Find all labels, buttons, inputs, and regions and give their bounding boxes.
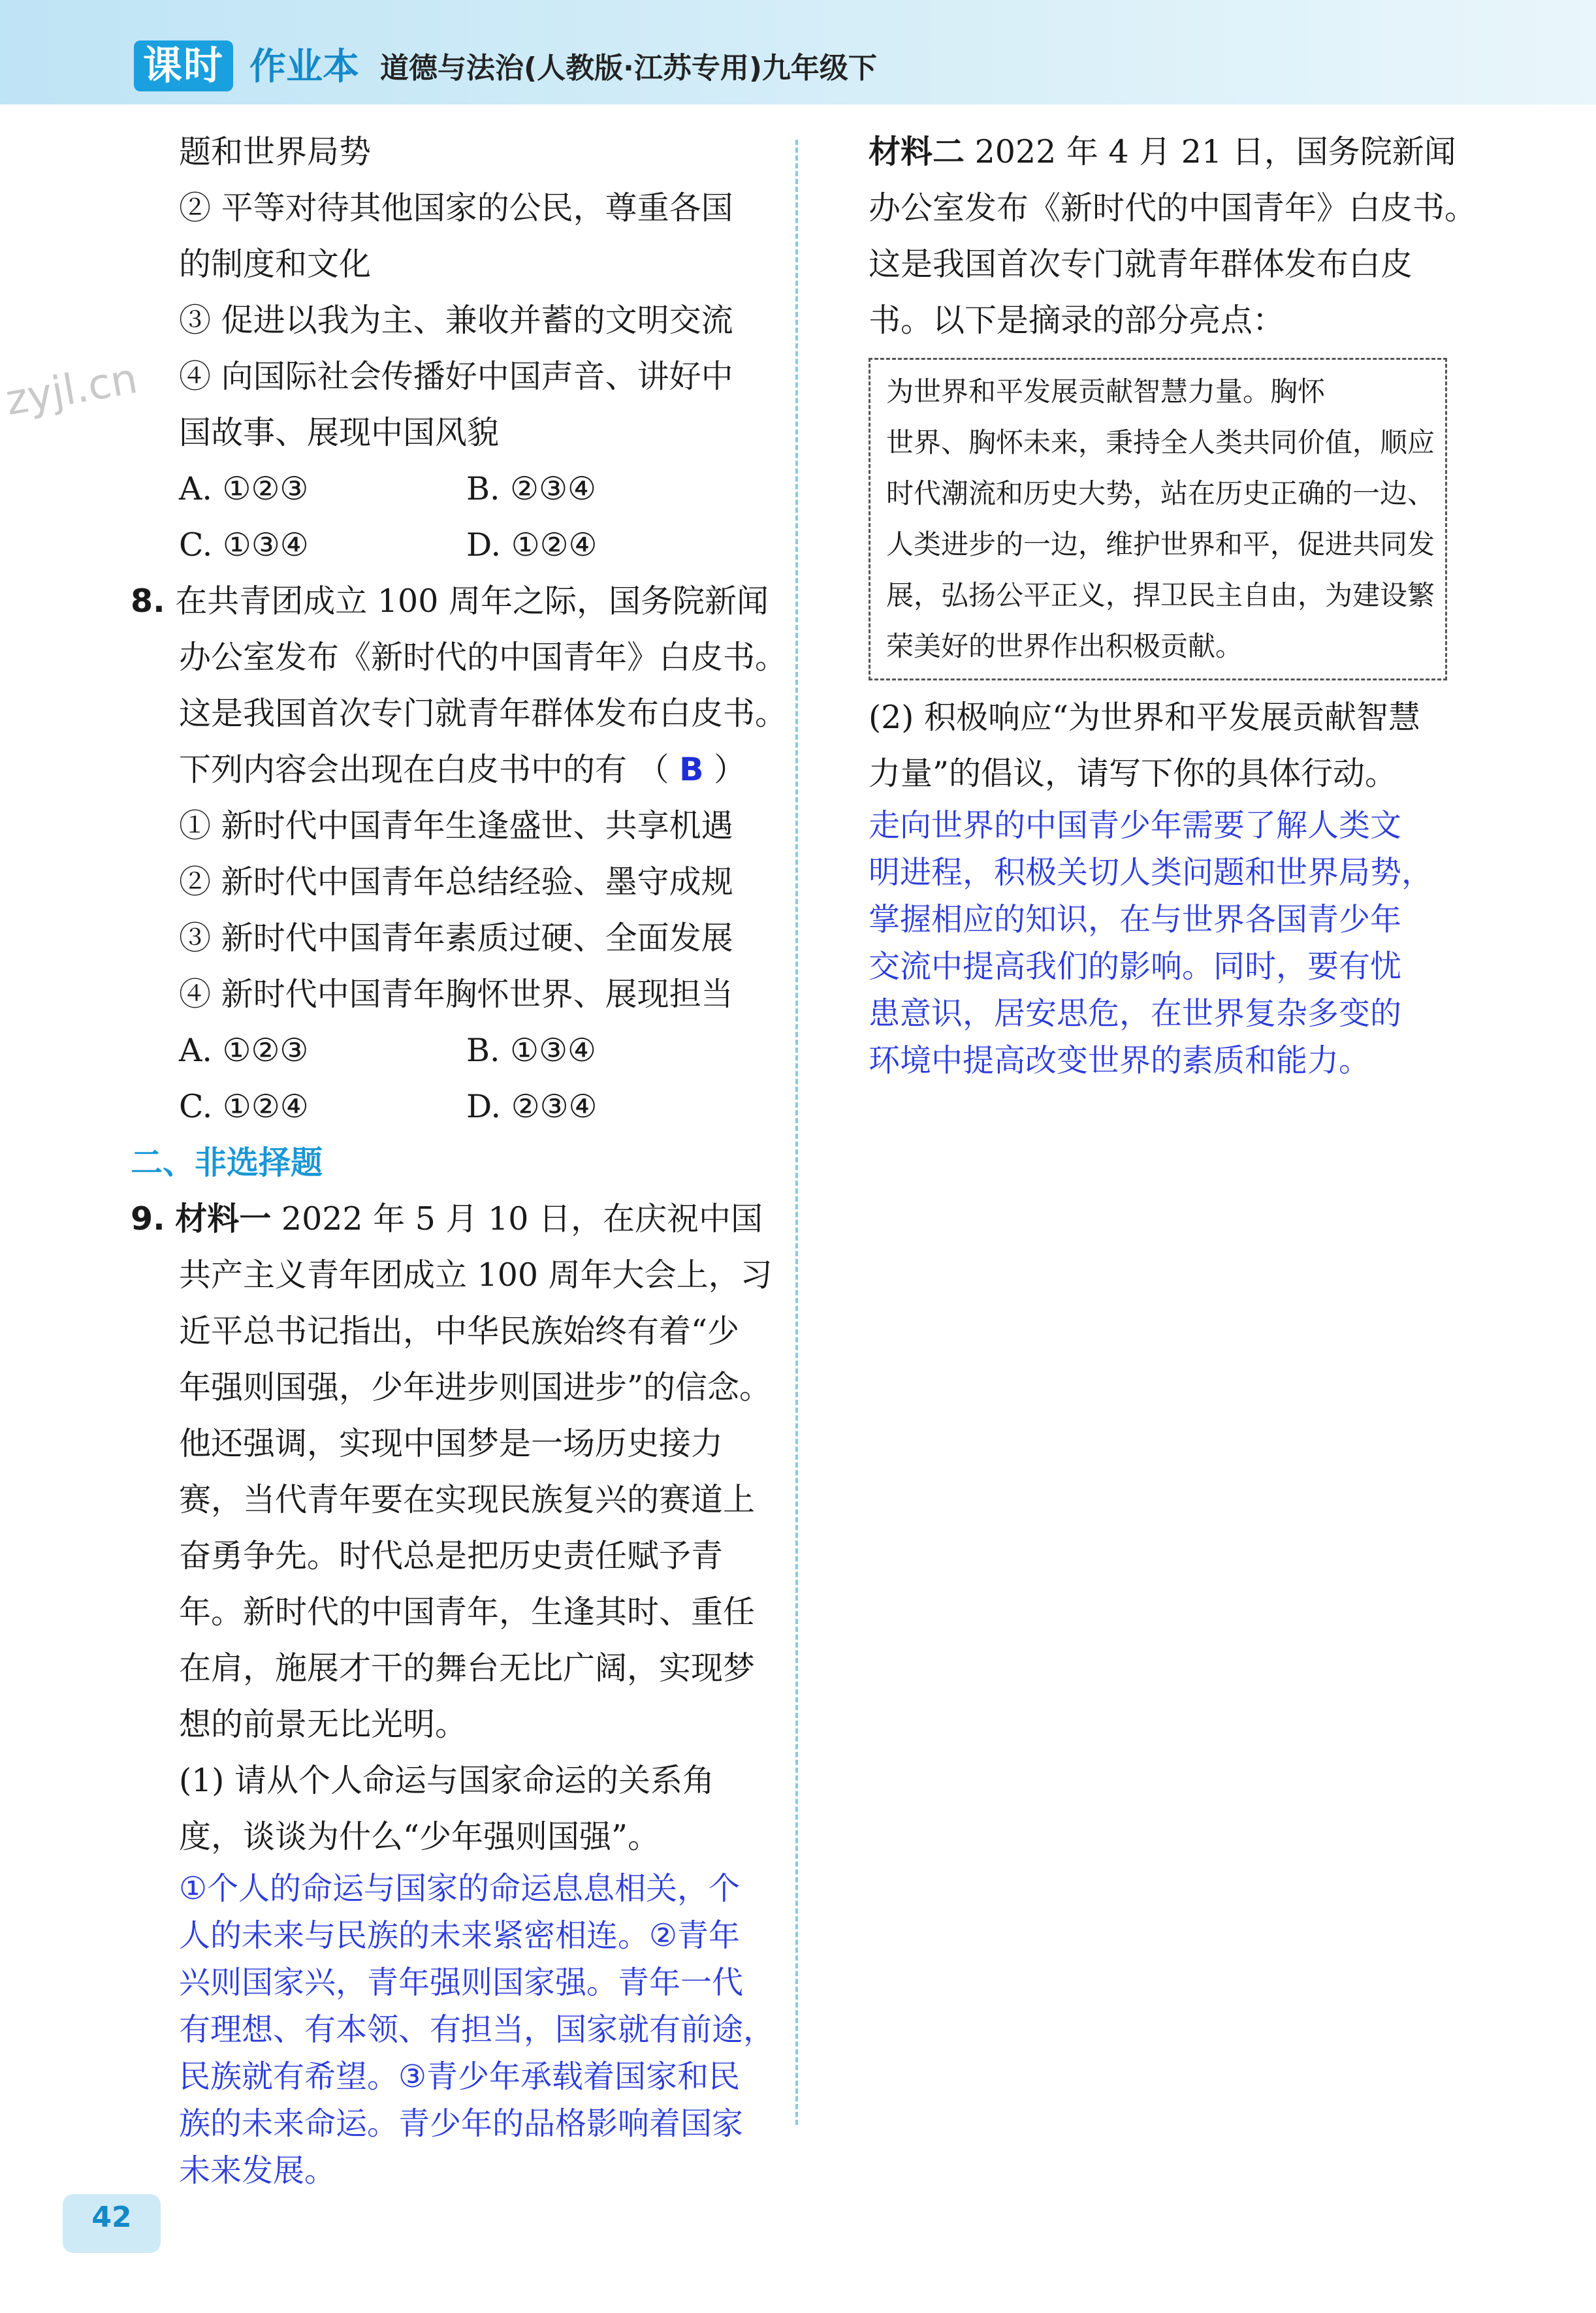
- handwritten-answer-1: [131, 1865, 775, 2194]
- q8-stem-text: 下列内容会出现在白皮书中的有 （: [179, 751, 669, 788]
- quote-line: 展，弘扬公平正义，捍卫民主自由，为建设繁: [886, 579, 1435, 611]
- q7-item: ③ 促进以我为主、兼收并蓄的文明交流: [179, 302, 733, 339]
- material-one-label: 材料一: [175, 1200, 272, 1237]
- book-title: 道德与法治(人教版·江苏专用)九年级下: [380, 52, 877, 85]
- q9-material-line: 共产主义青年团成立 100 周年大会上，习: [179, 1256, 773, 1294]
- q8-stem-text: 在共青团成立 100 周年之际，国务院新闻: [175, 582, 769, 620]
- q8-stem-line: 办公室发布《新时代的中国青年》白皮书。: [179, 639, 788, 676]
- q8-stem-line: 这是我国首次专门就青年群体发布白皮书。: [179, 695, 788, 732]
- q7-item: 国故事、展现中国风貌: [179, 414, 500, 451]
- q9-material-line: 在肩，施展才干的舞台无比广阔，实现梦: [179, 1650, 756, 1687]
- q9-material-line: 奋勇争先。时代总是把历史责任赋予青: [179, 1537, 724, 1574]
- q7-item: ④ 向国际社会传播好中国声音、讲好中: [179, 358, 733, 395]
- quote-box: [869, 358, 1447, 680]
- answer-line: 明进程，积极关切人类问题和世界局势，: [869, 854, 1433, 891]
- q8-option-a: A. ①②③: [179, 1032, 309, 1069]
- quote-line: 为世界和平发展贡献智慧力量。胸怀: [886, 375, 1326, 407]
- q8-options-row: [131, 1023, 771, 1079]
- answer-line: 人的未来与民族的未来紧密相连。②青年: [179, 1917, 741, 1954]
- q8-number: 8.: [131, 582, 165, 620]
- q8-item: ④ 新时代中国青年胸怀世界、展现担当: [179, 976, 733, 1013]
- q8-paren: ）: [714, 751, 746, 788]
- handwritten-answer-2: [869, 802, 1456, 1084]
- material-two-label: 材料二: [869, 133, 965, 170]
- material-two-line: 办公室发布《新时代的中国青年》白皮书。: [869, 189, 1477, 227]
- q8-answer: B: [679, 751, 704, 788]
- q9-number: 9.: [131, 1200, 165, 1237]
- material-two-line: 书。以下是摘录的部分亮点：: [869, 302, 1285, 339]
- q9-material-line: 年强则国强，少年进步则国进步”的信念。: [179, 1369, 772, 1406]
- page-number: 42: [91, 2201, 132, 2234]
- q8-option-c: C. ①②④: [179, 1088, 309, 1125]
- q8-item: ① 新时代中国青年生逢盛世、共享机遇: [179, 807, 733, 844]
- q9-material-line: 年。新时代的中国青年，生逢其时、重任: [179, 1593, 756, 1631]
- q8-item: ② 新时代中国青年总结经验、墨守成规: [179, 863, 733, 901]
- q9-sub1-prompt: 度，谈谈为什么“少年强则国强”。: [179, 1818, 660, 1855]
- q9-sub2-prompt: (2) 积极响应“为世界和平发展贡献智慧: [869, 699, 1421, 736]
- answer-line: ①个人的命运与国家的命运息息相关，个: [179, 1870, 741, 1907]
- q7-item: 的制度和文化: [179, 246, 372, 283]
- q9-stem-text: 2022 年 5 月 10 日，在庆祝中国: [271, 1200, 763, 1237]
- page-number-badge: [63, 2194, 161, 2253]
- q7-options-row: [131, 517, 771, 573]
- material-two-line: 这是我国首次专门就青年群体发布白皮: [869, 246, 1413, 283]
- q9-material-line: 他还强调，实现中国梦是一场历史接力: [179, 1425, 724, 1462]
- watermark: zyjl.cn: [2, 354, 142, 426]
- page-header: [0, 0, 1596, 104]
- q9-material-line: 想的前景无比光明。: [179, 1706, 468, 1743]
- material-two-text: 2022 年 4 月 21 日，国务院新闻: [965, 133, 1456, 170]
- q9-sub2-prompt: 力量”的倡议，请写下你的具体行动。: [869, 755, 1397, 792]
- answer-line: 掌握相应的知识，在与世界各国青少年: [869, 901, 1402, 938]
- q7-options-row: [131, 461, 771, 517]
- q7-item: ② 平等对待其他国家的公民，尊重各国: [179, 189, 733, 227]
- brand-subtitle: 作业本: [249, 46, 359, 88]
- q9-material-line: 赛，当代青年要在实现民族复兴的赛道上: [179, 1481, 756, 1518]
- answer-line: 民族就有希望。③青少年承载着国家和民: [179, 2058, 741, 2095]
- q9-stem-line: [131, 1191, 771, 1247]
- section-heading: 二、非选择题: [131, 1144, 323, 1181]
- answer-line: 患意识，居安思危，在世界复杂多变的: [869, 995, 1402, 1032]
- q9-material-line: 近平总书记指出，中华民族始终有着“少: [179, 1313, 740, 1350]
- right-column: [869, 124, 1477, 1084]
- quote-line: 人类进步的一边，维护世界和平，促进共同发: [886, 528, 1435, 560]
- answer-line: 兴则国家兴，青年强则国家强。青年一代: [179, 1964, 744, 2001]
- q8-item: ③ 新时代中国青年素质过硬、全面发展: [179, 919, 733, 957]
- q8-options-row: [131, 1079, 771, 1135]
- quote-line: 荣美好的世界作出积极贡献。: [886, 630, 1243, 662]
- q8-stem-line: [131, 573, 771, 630]
- brand-logo: 课时: [134, 40, 233, 91]
- q8-stem-line: [131, 742, 771, 798]
- answer-line: 未来发展。: [179, 2152, 336, 2189]
- left-column: [131, 124, 788, 2194]
- answer-line: 交流中提高我们的影响。同时，要有忧: [869, 948, 1402, 985]
- quote-line: 时代潮流和历史大势，站在历史正确的一边、: [886, 477, 1435, 509]
- answer-line: 走向世界的中国青少年需要了解人类文: [869, 807, 1402, 844]
- q7-continuation: 题和世界局势: [179, 133, 372, 170]
- material-two-line: [869, 124, 1456, 180]
- answer-line: 环境中提高改变世界的素质和能力。: [869, 1042, 1371, 1079]
- q8-option-b: B. ①③④: [466, 1032, 596, 1069]
- q7-option-c: C. ①③④: [179, 526, 309, 564]
- answer-line: 族的未来命运。青少年的品格影响着国家: [179, 2105, 744, 2142]
- q7-option-a: A. ①②③: [179, 470, 309, 507]
- answer-line: 有理想、有本领、有担当，国家就有前途，: [179, 2011, 775, 2048]
- column-divider: [795, 140, 798, 2125]
- q8-option-d: D. ②③④: [466, 1088, 598, 1125]
- quote-line: 世界、胸怀未来，秉持全人类共同价值，顺应: [886, 426, 1435, 458]
- q9-sub1-prompt: (1) 请从个人命运与国家命运的关系角: [179, 1762, 714, 1799]
- q7-option-d: D. ①②④: [466, 526, 598, 564]
- q7-option-b: B. ②③④: [466, 470, 596, 507]
